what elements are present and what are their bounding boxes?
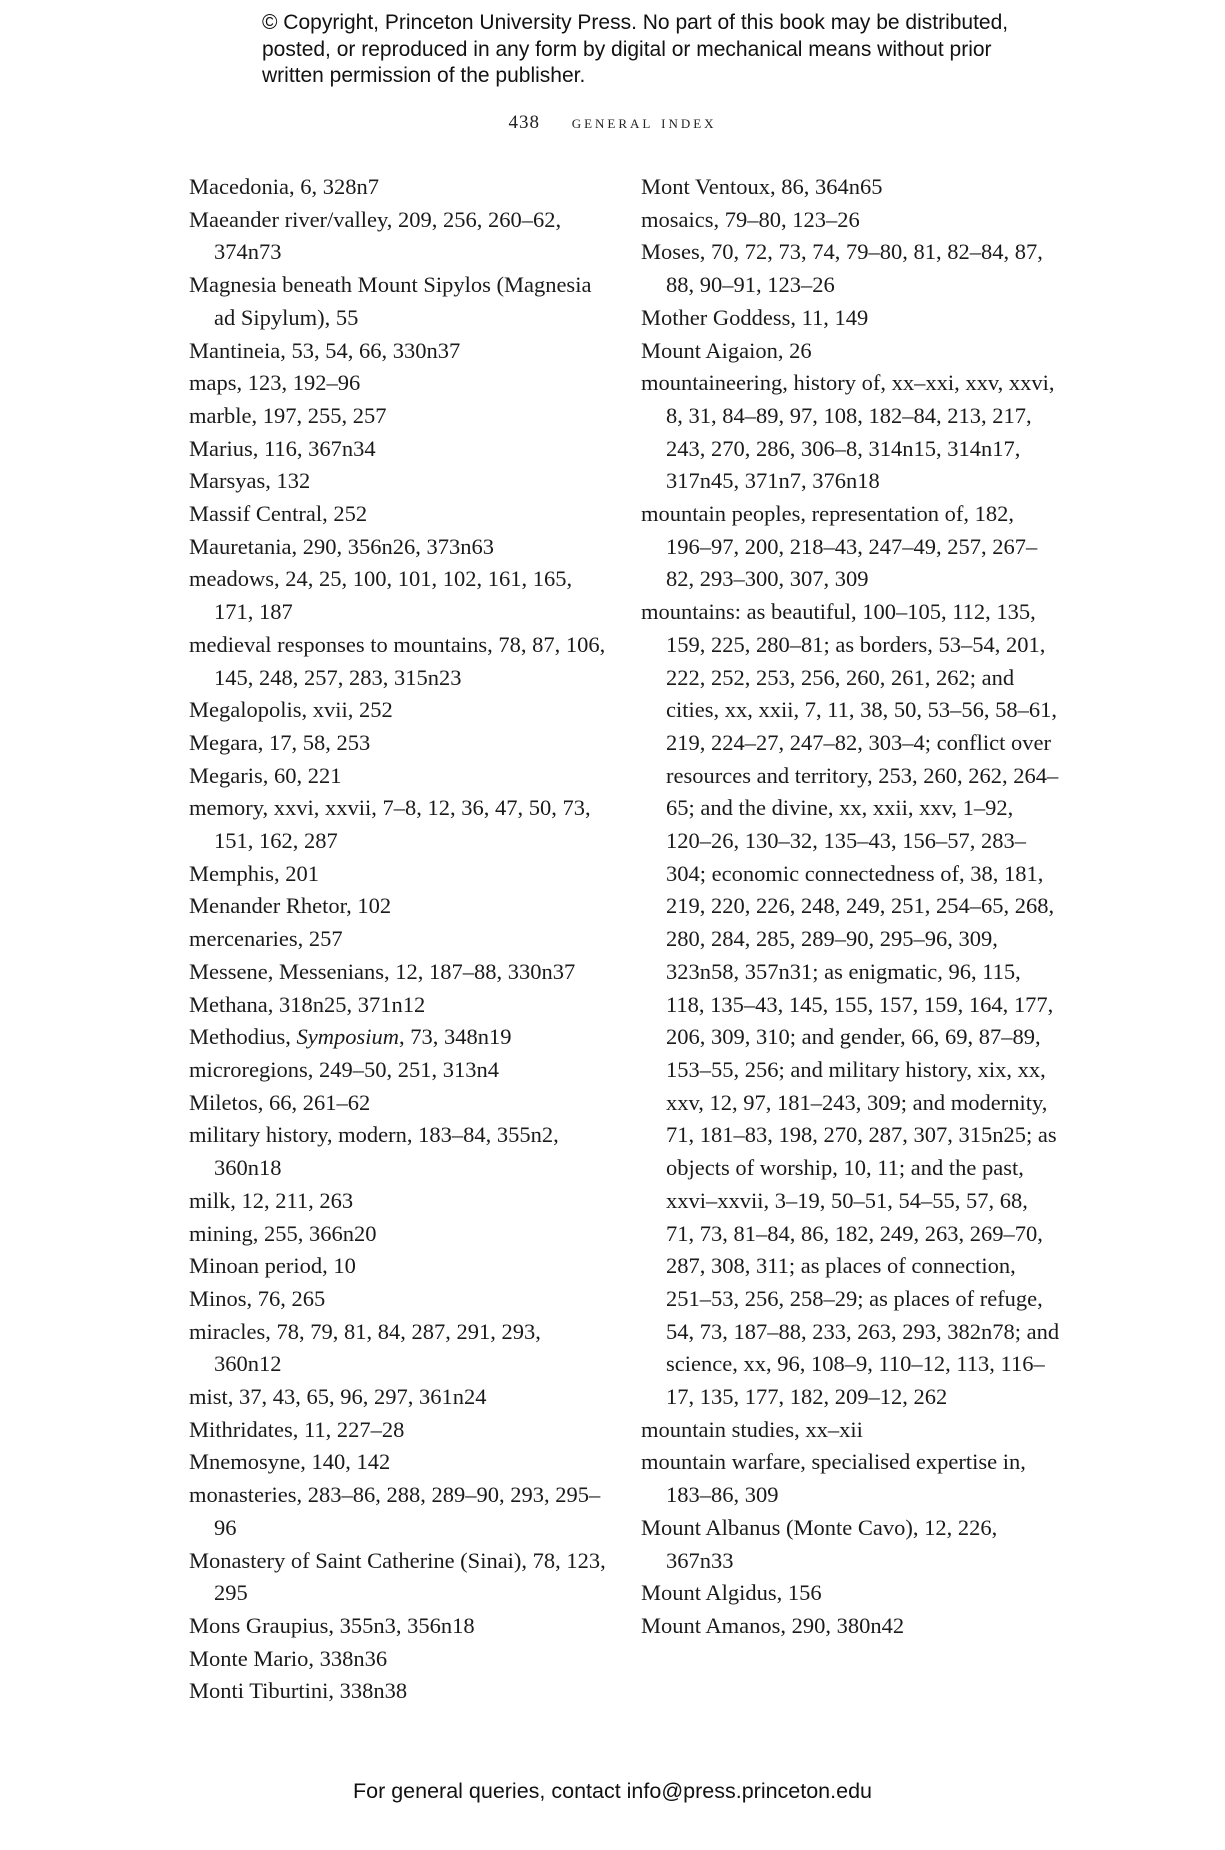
index-entry: Mount Aigaion, 26	[641, 337, 812, 363]
index-entry: meadows, 24, 25, 100, 101, 102, 161, 165, 171, 187	[189, 566, 573, 625]
index-entry: Messene, Messenians, 12, 187–88, 330n37	[189, 958, 576, 984]
index-entry: Methana, 318n25, 371n12	[189, 991, 426, 1017]
index-entry: Mother Goddess, 11, 149	[641, 304, 869, 330]
index-entry: Minos, 76, 265	[189, 1285, 326, 1311]
index-entry: Mount Amanos, 290, 380n42	[641, 1612, 905, 1638]
index-entry: miracles, 78, 79, 81, 84, 287, 291, 293, 360n12	[189, 1318, 541, 1377]
index-entry: Mnemosyne, 140, 142	[189, 1449, 391, 1475]
index-entry: Monte Mario, 338n36	[189, 1645, 388, 1671]
index-entry: Monti Tiburtini, 338n38	[189, 1678, 408, 1704]
index-entry: mountain warfare, specialised expertise in, 183–86, 309	[641, 1449, 1026, 1508]
index-entry: monasteries, 283–86, 288, 289–90, 293, 295–96	[189, 1482, 601, 1540]
index-entry: marble, 197, 255, 257	[189, 402, 387, 428]
page-number: 438	[508, 112, 540, 133]
index-entry: Massif Central, 252	[189, 501, 368, 527]
index-entry: Minoan period, 10	[189, 1253, 356, 1279]
index-entry: Macedonia, 6, 328n7	[189, 174, 379, 199]
work-title: Symposium	[296, 1024, 400, 1050]
running-head	[0, 112, 1225, 134]
copyright-notice: © Copyright, Princeton University Press. No part of this book may be distributed, posted, or reproduced in any form by digital or mechanical means without prior written permission of the publisher.	[262, 11, 1009, 87]
index-entry: mercenaries, 257	[189, 926, 343, 952]
index-entry: Menander Rhetor, 102	[189, 893, 392, 919]
entry-head: Methodius,	[189, 1024, 297, 1050]
index-entry: Mount Albanus (Monte Cavo), 12, 226, 367n33	[641, 1514, 998, 1573]
index-entry: microregions, 249–50, 251, 313n4	[189, 1056, 499, 1082]
index-entry: Mount Algidus, 156	[641, 1580, 822, 1606]
index-entry: Miletos, 66, 261–62	[189, 1089, 371, 1115]
index-entry-methodius	[189, 1021, 609, 1054]
index-entry: mountains: as beautiful, 100–105, 112, 135, 159, 225, 280–81; as borders, 53–54, 201, 222, 252, 253, 256, 260, 261, 262; and cities, xx, xxii, 7, 11, 38, 50, 53–56, 58–61, 219, 224–27, 247–82, 303–4; conflict over resources and territory, 253, 260, 262, 264–65; and the divine, xx, xxii, xxv, 1–92, 120–26, 130–32, 135–43, 156–57, 283–304; economic connectedness of, 38, 181, 219, 220, 226, 248, 249, 251, 254–65, 268, 280, 284, 285, 289–90, 295–96, 309, 323n58, 357n31; as enigmatic, 96, 115, 118, 135–43, 145, 155, 157, 159, 164, 177, 206, 309, 310; and gender, 66, 69, 87–89, 153–55, 256; and military history, xix, xx, xxv, 12, 97, 181–243, 309; and modernity, 71, 181–83, 198, 270, 287, 307, 315n25; as objects of worship, 10, 11; and the past, xxvi–xxvii, 3–19, 50–51, 54–55, 57, 68, 71, 73, 81–84, 86, 182, 249, 263, 269–70, 287, 308, 311; as places of connection, 251–53, 256, 258–29; as places of refuge, 54, 73, 187–88, 233, 263, 293, 382n78; and science, xx, 96, 108–9, 110–12, 113, 116–17, 135, 177, 182, 209–12, 262	[641, 599, 1060, 1410]
index-entry: Marius, 116, 367n34	[189, 435, 376, 461]
index-entry: Mantineia, 53, 54, 66, 330n37	[189, 337, 461, 363]
index-entry: Mithridates, 11, 227–28	[189, 1416, 405, 1442]
index-entry: Memphis, 201	[189, 860, 320, 886]
entry-locators: , 73, 348n19	[399, 1024, 512, 1050]
index-column-right	[641, 171, 1061, 1643]
index-entry: Megalopolis, xvii, 252	[189, 697, 393, 723]
index-entry: Monastery of Saint Catherine (Sinai), 78, 123, 295	[189, 1547, 606, 1606]
index-entry: Mons Graupius, 355n3, 356n18	[189, 1612, 475, 1638]
index-entry: Maeander river/valley, 209, 256, 260–62, 374n73	[189, 206, 562, 265]
index-entry: Mont Ventoux, 86, 364n65	[641, 174, 883, 199]
index-entry: Moses, 70, 72, 73, 74, 79–80, 81, 82–84, 87, 88, 90–91, 123–26	[641, 239, 1043, 298]
index-column-left	[189, 171, 609, 1708]
index-entry: milk, 12, 211, 263	[189, 1187, 354, 1213]
index-entry: Magnesia beneath Mount Sipylos (Magnesia ad Sipylum), 55	[189, 272, 592, 330]
index-entry: Megara, 17, 58, 253	[189, 729, 371, 755]
index-entry: Megaris, 60, 221	[189, 762, 342, 788]
index-entry: mountain studies, xx–xii	[641, 1416, 863, 1442]
index-entry: maps, 123, 192–96	[189, 370, 361, 396]
index-entry: mist, 37, 43, 65, 96, 297, 361n24	[189, 1384, 487, 1410]
index-entry: Marsyas, 132	[189, 468, 311, 494]
index-entry: mountain peoples, representation of, 182, 196–97, 200, 218–43, 247–49, 257, 267–82, 293–300, 307, 309	[641, 501, 1038, 592]
index-entry: mosaics, 79–80, 123–26	[641, 206, 860, 232]
footer-contact: For general queries, contact info@press.princeton.edu	[352, 1779, 872, 1803]
index-entry: Mauretania, 290, 356n26, 373n63	[189, 533, 494, 559]
index-entry: memory, xxvi, xxvii, 7–8, 12, 36, 47, 50, 73, 151, 162, 287	[189, 795, 591, 854]
section-title: general index	[571, 112, 717, 133]
index-entry: military history, modern, 183–84, 355n2, 360n18	[189, 1122, 559, 1181]
index-entry: medieval responses to mountains, 78, 87, 106, 145, 248, 257, 283, 315n23	[189, 631, 606, 690]
index-entry: mining, 255, 366n20	[189, 1220, 377, 1246]
index-entry: mountaineering, history of, xx–xxi, xxv, xxvi, 8, 31, 84–89, 97, 108, 182–84, 213, 217, 243, 270, 286, 306–8, 314n15, 314n17, 317n45, 371n7, 376n18	[641, 370, 1055, 494]
